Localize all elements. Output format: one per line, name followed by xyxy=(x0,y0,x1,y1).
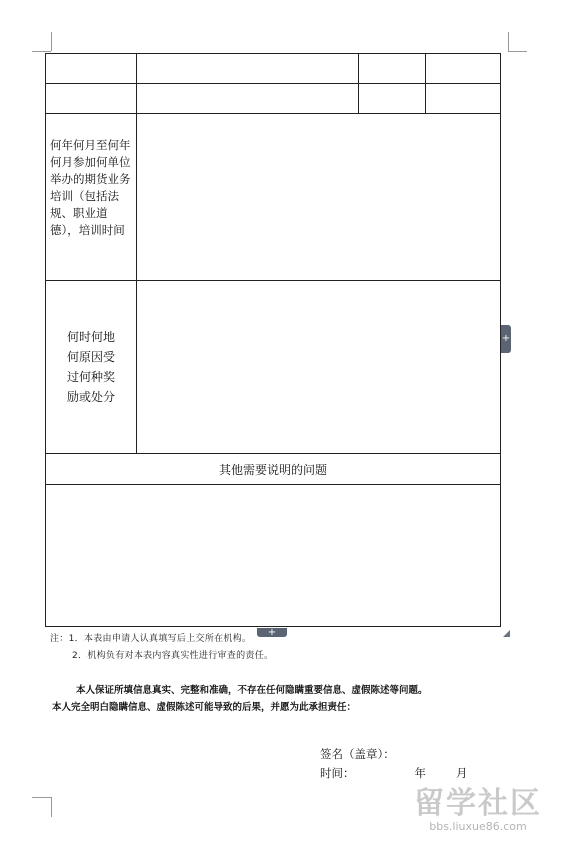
application-form-table xyxy=(45,53,501,627)
training-label-cell xyxy=(46,114,137,281)
award-label-line: 励或处分 xyxy=(66,390,115,404)
award-label-line: 何原因受 xyxy=(66,350,115,364)
empty-cell[interactable] xyxy=(426,54,501,84)
signature-label: 签名（盖章）： xyxy=(320,747,395,761)
declaration-line: 本人保证所填信息真实、完整和准确，不存在任何隐瞒重要信息、虚假陈述等问题。 xyxy=(76,685,428,696)
empty-cell[interactable] xyxy=(46,54,137,84)
plus-icon: + xyxy=(267,627,277,638)
table-row xyxy=(46,54,501,84)
time-label: 时间： xyxy=(320,766,355,780)
watermark-text: 留学社区 xyxy=(414,786,542,821)
watermark-url: bbs.liuxue86.com xyxy=(429,820,527,833)
training-content-cell[interactable] xyxy=(137,114,501,281)
table-row xyxy=(46,454,501,485)
empty-cell[interactable] xyxy=(359,54,426,84)
resize-icon[interactable] xyxy=(503,630,510,637)
table-row xyxy=(46,485,501,627)
award-label xyxy=(46,327,136,407)
other-issues-header: 其他需要说明的问题 xyxy=(46,454,501,485)
year-label: 年 xyxy=(414,766,426,780)
empty-cell[interactable] xyxy=(359,84,426,114)
notes-block xyxy=(50,631,273,665)
crop-mark-top-right xyxy=(508,51,527,52)
crop-mark-top-left-v xyxy=(51,32,52,51)
crop-mark-top-left xyxy=(32,51,51,52)
table-row xyxy=(46,114,501,281)
month-label: 月 xyxy=(456,766,468,780)
empty-cell[interactable] xyxy=(426,84,501,114)
declaration-line: 本人完全明白隐瞒信息、虚假陈述可能导致的后果，并愿为此承担责任： xyxy=(52,702,357,713)
table-row xyxy=(46,281,501,454)
crop-mark-bottom-left xyxy=(32,797,51,798)
crop-mark-bottom-left-v xyxy=(51,797,52,817)
other-issues-content-cell[interactable] xyxy=(46,485,501,627)
award-content-cell[interactable] xyxy=(137,281,501,454)
signature-block xyxy=(320,745,468,783)
date-line xyxy=(320,764,468,783)
crop-mark-top-right-v xyxy=(508,32,509,51)
training-label: 何年何月至何年何月参加何单位举办的期货业务培训（包括法规、职业道德），培训时间 xyxy=(50,138,131,237)
award-label-line: 何时何地 xyxy=(66,330,115,344)
table-row xyxy=(46,84,501,114)
award-label-cell xyxy=(46,281,137,454)
watermark-logo xyxy=(398,788,558,834)
award-label-line: 过何种奖 xyxy=(66,370,115,384)
declaration-block xyxy=(52,682,502,716)
empty-cell[interactable] xyxy=(137,54,359,84)
plus-icon: + xyxy=(501,333,511,344)
empty-cell[interactable] xyxy=(137,84,359,114)
note-line: 2．机构负有对本表内容真实性进行审查的责任。 xyxy=(72,651,274,661)
empty-cell[interactable] xyxy=(46,84,137,114)
note-line: 注：1．本表由申请人认真填写后上交所在机构。 xyxy=(50,634,252,644)
table-move-handle[interactable] xyxy=(501,325,511,353)
